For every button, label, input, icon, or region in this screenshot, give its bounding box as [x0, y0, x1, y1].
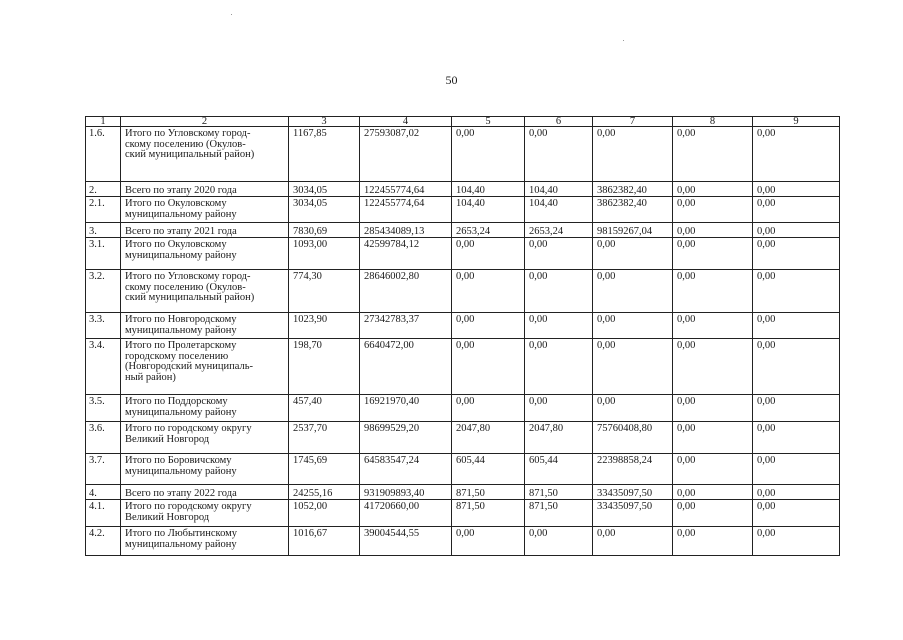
column-header: 2 [121, 117, 289, 127]
value-cell-c4: 122455774,64 [360, 182, 452, 197]
value-cell-c9: 0,00 [753, 527, 840, 556]
page-number: 50 [445, 73, 458, 87]
row-name-line: муниципальному району [125, 465, 237, 477]
row-number-cell: 3. [86, 223, 121, 238]
value-cell-c8: 0,00 [673, 223, 753, 238]
value-cell-c5: 0,00 [452, 127, 525, 182]
value-cell-c4: 27342783,37 [360, 313, 452, 339]
row-name-line: Всего по этапу 2021 года [125, 225, 237, 237]
scan-speck [623, 40, 624, 41]
value-cell-c9: 0,00 [753, 500, 840, 527]
value-cell-c5: 104,40 [452, 197, 525, 223]
data-table [85, 116, 840, 556]
value-cell-c5: 2653,24 [452, 223, 525, 238]
value-cell-c8: 0,00 [673, 454, 753, 485]
value-cell-c3: 1167,85 [289, 127, 360, 182]
value-cell-c9: 0,00 [753, 197, 840, 223]
row-name-line: Всего по этапу 2022 года [125, 487, 237, 499]
value-cell-c3: 1745,69 [289, 454, 360, 485]
row-name-cell [121, 270, 289, 313]
value-cell-c5: 0,00 [452, 270, 525, 313]
value-cell-c8: 0,00 [673, 527, 753, 556]
row-name-line: муниципальному району [125, 324, 237, 336]
value-cell-c6: 104,40 [525, 197, 593, 223]
value-cell-c5: 0,00 [452, 395, 525, 422]
value-cell-c8: 0,00 [673, 500, 753, 527]
value-cell-c7: 0,00 [593, 238, 673, 270]
row-name-line: Итого по Угловскому город- [125, 128, 251, 139]
row-name-cell [121, 127, 289, 182]
value-cell-c3: 3034,05 [289, 197, 360, 223]
row-name-line: Итого по Боровичскому [125, 455, 232, 466]
row-name-line: Итого по Окуловскому [125, 198, 227, 209]
row-name-line: муниципальному району [125, 249, 237, 261]
table-row [86, 270, 840, 313]
value-cell-c9: 0,00 [753, 223, 840, 238]
table-row [86, 454, 840, 485]
value-cell-c3: 2537,70 [289, 422, 360, 454]
value-cell-c5: 104,40 [452, 182, 525, 197]
column-header: 7 [593, 117, 673, 127]
row-name-cell [121, 339, 289, 395]
row-name-line: Итого по Угловскому город- [125, 271, 251, 282]
value-cell-c9: 0,00 [753, 395, 840, 422]
value-cell-c7: 0,00 [593, 127, 673, 182]
value-cell-c6: 0,00 [525, 270, 593, 313]
value-cell-c4: 27593087,02 [360, 127, 452, 182]
row-name-line: скому поселению (Окулов- [125, 281, 246, 293]
row-name-line: Итого по Новгородскому [125, 314, 237, 325]
column-number-row [86, 117, 840, 127]
row-name-line: (Новгородский муниципаль- [125, 361, 254, 372]
value-cell-c9: 0,00 [753, 454, 840, 485]
value-cell-c7: 0,00 [593, 527, 673, 556]
value-cell-c5: 0,00 [452, 527, 525, 556]
value-cell-c4: 6640472,00 [360, 339, 452, 395]
value-cell-c5: 605,44 [452, 454, 525, 485]
value-cell-c4: 28646002,80 [360, 270, 452, 313]
row-name-line: Великий Новгород [125, 511, 210, 523]
scan-speck [231, 14, 232, 15]
row-number-cell: 2. [86, 182, 121, 197]
row-number-cell: 4.2. [86, 527, 121, 556]
value-cell-c3: 1052,00 [289, 500, 360, 527]
value-cell-c9: 0,00 [753, 270, 840, 313]
value-cell-c4: 39004544,55 [360, 527, 452, 556]
row-name-line: ный район) [125, 371, 176, 383]
value-cell-c8: 0,00 [673, 313, 753, 339]
value-cell-c6: 2653,24 [525, 223, 593, 238]
value-cell-c3: 198,70 [289, 339, 360, 395]
row-number-cell: 3.4. [86, 339, 121, 395]
table-row [86, 197, 840, 223]
row-number-cell: 2.1. [86, 197, 121, 223]
table-row [86, 485, 840, 500]
value-cell-c3: 774,30 [289, 270, 360, 313]
value-cell-c8: 0,00 [673, 127, 753, 182]
value-cell-c9: 0,00 [753, 238, 840, 270]
table-body [86, 117, 840, 556]
value-cell-c7: 0,00 [593, 313, 673, 339]
value-cell-c4: 931909893,40 [360, 485, 452, 500]
value-cell-c4: 122455774,64 [360, 197, 452, 223]
row-number-cell: 3.5. [86, 395, 121, 422]
value-cell-c3: 1093,00 [289, 238, 360, 270]
row-name-cell [121, 422, 289, 454]
row-name-cell [121, 527, 289, 556]
row-number-cell: 3.2. [86, 270, 121, 313]
row-number-cell: 3.1. [86, 238, 121, 270]
row-name-cell [121, 182, 289, 197]
row-name-line: муниципальному району [125, 538, 237, 550]
row-number-cell: 3.3. [86, 313, 121, 339]
table-row [86, 527, 840, 556]
value-cell-c8: 0,00 [673, 238, 753, 270]
value-cell-c9: 0,00 [753, 313, 840, 339]
value-cell-c9: 0,00 [753, 127, 840, 182]
value-cell-c7: 75760408,80 [593, 422, 673, 454]
row-name-line: скому поселению (Окулов- [125, 138, 246, 150]
row-name-line: Великий Новгород [125, 433, 210, 445]
value-cell-c4: 16921970,40 [360, 395, 452, 422]
row-number-cell: 3.6. [86, 422, 121, 454]
value-cell-c3: 1016,67 [289, 527, 360, 556]
value-cell-c8: 0,00 [673, 182, 753, 197]
value-cell-c7: 0,00 [593, 395, 673, 422]
row-name-line: Итого по городскому округу [125, 501, 252, 512]
value-cell-c6: 2047,80 [525, 422, 593, 454]
value-cell-c3: 1023,90 [289, 313, 360, 339]
table-row [86, 395, 840, 422]
row-name-line: Итого по Пролетарскому [125, 340, 237, 351]
value-cell-c5: 2047,80 [452, 422, 525, 454]
column-header: 1 [86, 117, 121, 127]
row-name-line: Всего по этапу 2020 года [125, 184, 237, 196]
value-cell-c7: 98159267,04 [593, 223, 673, 238]
value-cell-c5: 0,00 [452, 313, 525, 339]
value-cell-c4: 98699529,20 [360, 422, 452, 454]
value-cell-c8: 0,00 [673, 270, 753, 313]
value-cell-c7: 0,00 [593, 339, 673, 395]
column-header: 9 [753, 117, 840, 127]
value-cell-c7: 33435097,50 [593, 485, 673, 500]
value-cell-c9: 0,00 [753, 182, 840, 197]
row-name-line: ский муниципальный район) [125, 149, 255, 160]
value-cell-c8: 0,00 [673, 485, 753, 500]
value-cell-c3: 3034,05 [289, 182, 360, 197]
row-name-cell [121, 500, 289, 527]
value-cell-c6: 871,50 [525, 500, 593, 527]
value-cell-c9: 0,00 [753, 339, 840, 395]
value-cell-c7: 33435097,50 [593, 500, 673, 527]
value-cell-c4: 285434089,13 [360, 223, 452, 238]
value-cell-c6: 0,00 [525, 238, 593, 270]
row-name-cell [121, 197, 289, 223]
row-name-cell [121, 238, 289, 270]
row-number-cell: 1.6. [86, 127, 121, 182]
value-cell-c5: 871,50 [452, 485, 525, 500]
value-cell-c6: 0,00 [525, 395, 593, 422]
table-row [86, 339, 840, 395]
value-cell-c9: 0,00 [753, 422, 840, 454]
value-cell-c6: 104,40 [525, 182, 593, 197]
value-cell-c6: 871,50 [525, 485, 593, 500]
row-number-cell: 3.7. [86, 454, 121, 485]
row-name-cell [121, 223, 289, 238]
value-cell-c4: 42599784,12 [360, 238, 452, 270]
value-cell-c7: 0,00 [593, 270, 673, 313]
row-name-line: Итого по городскому округу [125, 423, 252, 434]
row-number-cell: 4. [86, 485, 121, 500]
table-row [86, 182, 840, 197]
value-cell-c5: 0,00 [452, 238, 525, 270]
row-name-cell [121, 395, 289, 422]
value-cell-c7: 22398858,24 [593, 454, 673, 485]
column-header: 4 [360, 117, 452, 127]
row-number-cell: 4.1. [86, 500, 121, 527]
row-name-line: Итого по Поддорскому [125, 396, 228, 407]
row-name-line: городскому поселению [125, 350, 229, 362]
table-row [86, 422, 840, 454]
value-cell-c5: 871,50 [452, 500, 525, 527]
value-cell-c6: 0,00 [525, 527, 593, 556]
value-cell-c6: 0,00 [525, 127, 593, 182]
row-name-line: ский муниципальный район) [125, 292, 255, 303]
value-cell-c5: 0,00 [452, 339, 525, 395]
value-cell-c4: 41720660,00 [360, 500, 452, 527]
column-header: 5 [452, 117, 525, 127]
row-name-cell [121, 485, 289, 500]
row-name-line: Итого по Любытинскому [125, 528, 238, 539]
column-header: 8 [673, 117, 753, 127]
column-header: 3 [289, 117, 360, 127]
table-row [86, 313, 840, 339]
value-cell-c6: 0,00 [525, 339, 593, 395]
row-name-line: муниципальному району [125, 406, 237, 418]
value-cell-c8: 0,00 [673, 197, 753, 223]
row-name-cell [121, 313, 289, 339]
value-cell-c9: 0,00 [753, 485, 840, 500]
value-cell-c8: 0,00 [673, 395, 753, 422]
value-cell-c8: 0,00 [673, 422, 753, 454]
value-cell-c3: 7830,69 [289, 223, 360, 238]
value-cell-c4: 64583547,24 [360, 454, 452, 485]
value-cell-c7: 3862382,40 [593, 182, 673, 197]
table-row [86, 238, 840, 270]
row-name-line: муниципальному району [125, 208, 237, 220]
value-cell-c6: 0,00 [525, 313, 593, 339]
table-row [86, 127, 840, 182]
value-cell-c3: 24255,16 [289, 485, 360, 500]
value-cell-c8: 0,00 [673, 339, 753, 395]
value-cell-c3: 457,40 [289, 395, 360, 422]
value-cell-c6: 605,44 [525, 454, 593, 485]
table-row [86, 500, 840, 527]
table-row [86, 223, 840, 238]
row-name-line: Итого по Окуловскому [125, 239, 227, 250]
value-cell-c7: 3862382,40 [593, 197, 673, 223]
row-name-cell [121, 454, 289, 485]
column-header: 6 [525, 117, 593, 127]
